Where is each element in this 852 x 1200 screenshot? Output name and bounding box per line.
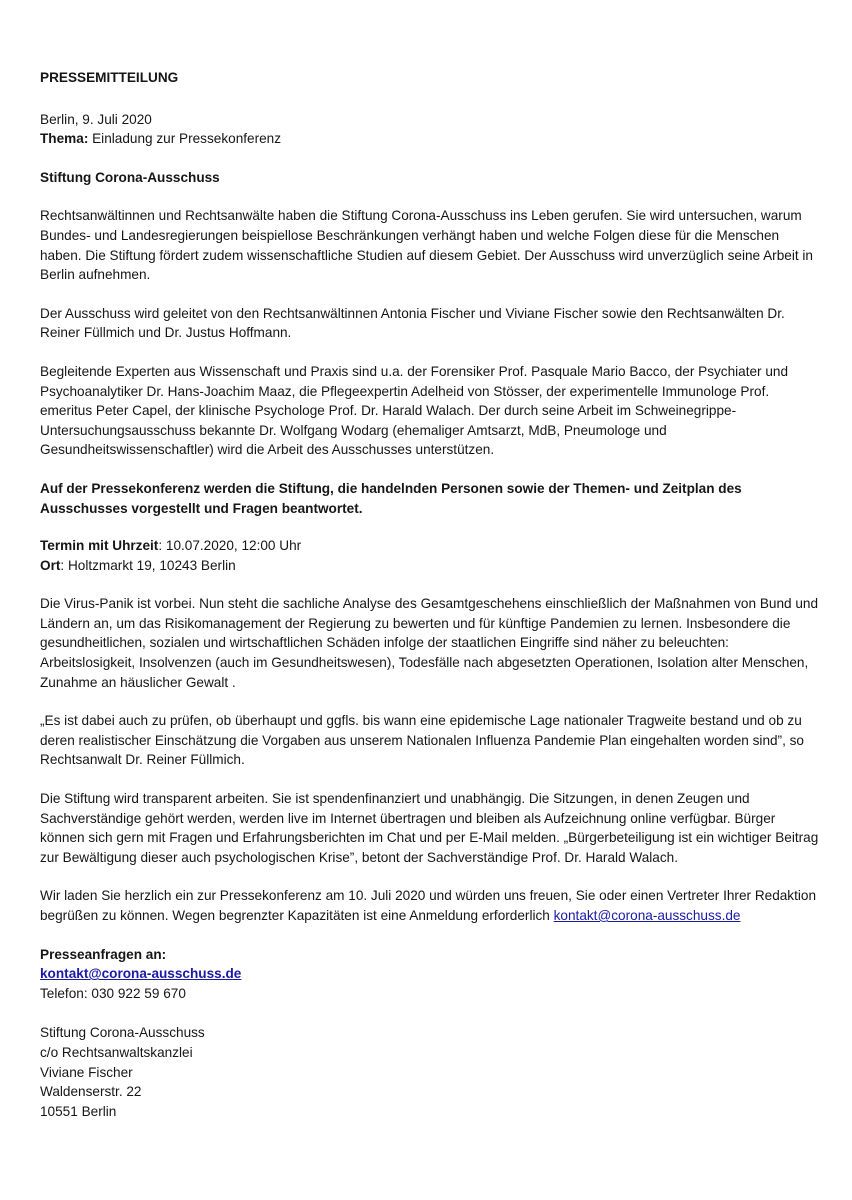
- paragraph-press-conference: Auf der Pressekonferenz werden die Stiftung, die handelnden Personen sowie der Themen- und Zeitplan des Ausschusses vorgestellt und Fragen beantwortet.: [40, 480, 742, 516]
- press-contact-email-line: [40, 964, 820, 984]
- appointment-place-label: Ort: [40, 557, 61, 573]
- press-contact-phone: Telefon: 030 922 59 670: [40, 985, 186, 1001]
- press-contact-email-link[interactable]: kontakt@corona-ausschuss.de: [40, 966, 242, 982]
- appointment-place-value: : Holtzmarkt 19, 10243 Berlin: [60, 557, 236, 573]
- address-line-3: Viviane Fischer: [40, 1064, 133, 1080]
- page-heading: PRESSEMITTEILUNG: [40, 70, 179, 85]
- topic-label: Thema:: [40, 131, 89, 147]
- address-line-4: Waldenserstr. 22: [40, 1084, 142, 1100]
- appointment-time-value: : 10.07.2020, 12:00 Uhr: [158, 538, 302, 554]
- paragraph-leadership: Der Ausschuss wird geleitet von den Rechtsanwältinnen Antonia Fischer und Viviane Fischer sowie den Rechtsanwälten Dr. Reiner Füllmich und Dr. Justus Hoffmann.: [40, 305, 785, 341]
- paragraph-quote: „Es ist dabei auch zu prüfen, ob überhaupt und ggfls. bis wann eine epidemische Lage nationaler Tragweite bestand und ob zu deren realistischer Einschätzung die Vorgaben aus unserem Nationalen Influenza Pandemie Plan eingehalten worden sind”, so Rechtsanwalt Dr. Reiner Füllmich.: [40, 713, 804, 768]
- appointment-time-label: Termin mit Uhrzeit: [40, 538, 159, 554]
- press-contact-heading: Presseanfragen an:: [40, 946, 167, 962]
- place-date: Berlin, 9. Juli 2020: [40, 111, 152, 127]
- paragraph-experts: Begleitende Experten aus Wissenschaft und Praxis sind u.a. der Forensiker Prof. Pasquale Mario Bacco, der Psychiater und Psychoanalytiker Dr. Hans-Joachim Maaz, die Pflegeexpertin Adelheid von Stösser, der experimentelle Immunologe Prof. emeritus Peter Capel, der klinische Psychologe Prof. Dr. Harald Walach. Der durch seine Arbeit im Schweinegrippe-Untersuchungsausschuss bekannte Dr. Wolfgang Wodarg (ehemaliger Amtsarzt, MdB, Pneumologe und Gesundheitswissenschaftler) wird die Arbeit des Ausschusses unterstützen.: [40, 363, 789, 458]
- press-release-page: [40, 68, 820, 1121]
- address-line-5: 10551 Berlin: [40, 1103, 117, 1119]
- paragraph-intro: Rechtsanwältinnen und Rechtsanwälte haben die Stiftung Corona-Ausschuss ins Leben gerufen. Sie wird untersuchen, warum Bundes- und Landesregierungen beispiellose Beschränkungen verhängt haben und welche Folgen diese für die Menschen haben. Die Stiftung fördert zudem wissenschaftliche Studien auf diesem Gebiet. Der Ausschuss wird unverzüglich seine Arbeit in Berlin aufnehmen.: [40, 208, 813, 283]
- paragraph-invitation: [40, 886, 820, 925]
- topic-line: [40, 129, 820, 149]
- invitation-email-link[interactable]: kontakt@corona-ausschuss.de: [553, 908, 741, 923]
- paragraph-analysis: Die Virus-Panik ist vorbei. Nun steht die sachliche Analyse des Gesamtgeschehens einschließlich der Maßnahmen von Bund und Ländern an, um das Risikomanagement der Regierung zu bewerten und für künftige Pandemien zu lernen. Insbesondere die gesundheitlichen, sozialen und wirtschaftlichen Schäden infolge der staatlichen Eingriffe sind näher zu beleuchten: Arbeitslosigkeit, Insolvenzen (auch im Gesundheitswesen), Todesfälle nach abgesetzten Operationen, Isolation alter Menschen, Zunahme an häuslicher Gewalt .: [40, 596, 819, 690]
- paragraph-transparency: Die Stiftung wird transparent arbeiten. Sie ist spendenfinanziert und unabhängig. Die Sitzungen, in denen Zeugen und Sachverständige gehört werden, werden live im Internet übertragen und bleiben als Aufzeichnung online verfügbar. Bürger können sich gern mit Fragen und Erfahrungsberichten im Chat und per E-Mail melden. „Bürgerbeteiligung ist ein wichtiger Beitrag zur Bewältigung dieser auch psychologischen Krise”, betont der Sachverständige Prof. Dr. Harald Walach.: [40, 791, 819, 865]
- appointment-time: [40, 536, 820, 556]
- invitation-text: Wir laden Sie herzlich ein zur Pressekonferenz am 10. Juli 2020 und würden uns freuen, Sie oder einen Vertreter Ihrer Redaktion begrüßen zu können. Wegen begrenzter Kapazitäten ist eine Anmeldung erforderlich: [40, 888, 817, 923]
- postal-address: [40, 1023, 820, 1121]
- address-line-1: Stiftung Corona-Ausschuss: [40, 1025, 205, 1041]
- address-line-2: c/o Rechtsanwaltskanzlei: [40, 1044, 193, 1060]
- topic-value: Einladung zur Pressekonferenz: [88, 131, 282, 147]
- appointment-place: [40, 556, 820, 576]
- foundation-heading: Stiftung Corona-Ausschuss: [40, 169, 220, 185]
